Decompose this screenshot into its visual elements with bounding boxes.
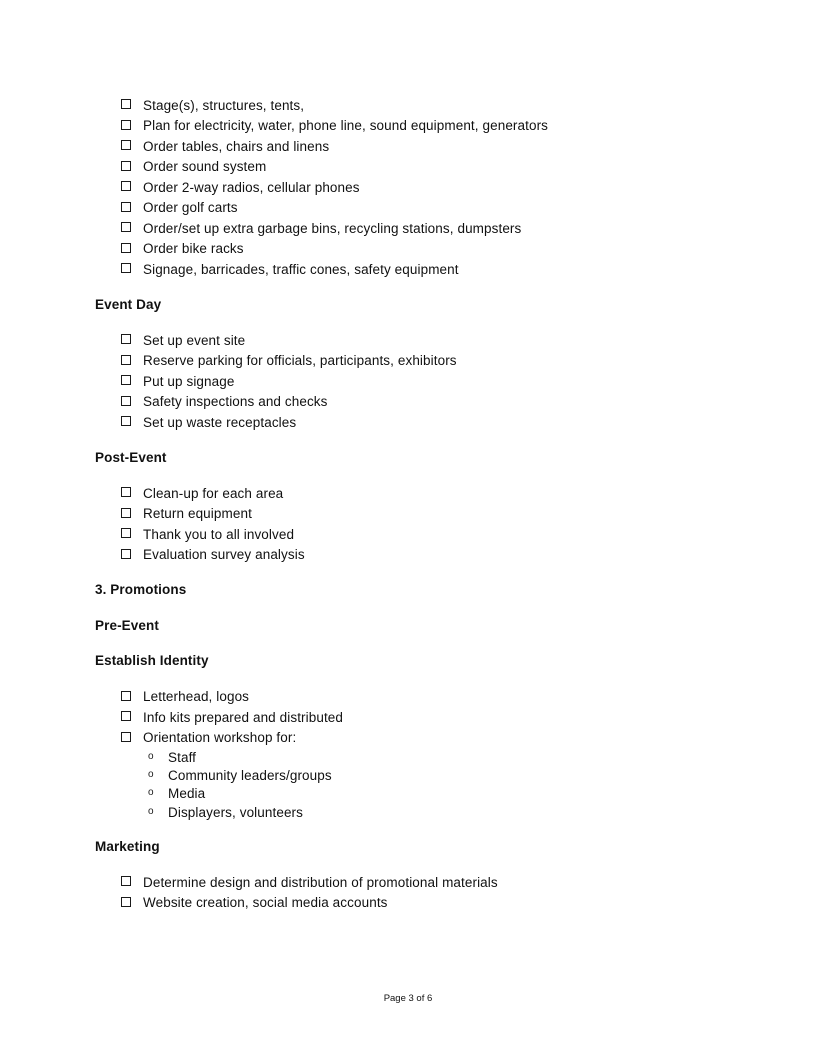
sub-list-item: [95, 785, 721, 803]
checklist-item-label: Put up signage: [143, 373, 235, 389]
checklist-item: [95, 412, 721, 433]
circle-bullet-icon: o: [148, 805, 154, 817]
checkbox-unchecked-icon: [121, 487, 131, 497]
checklist-item-label: Info kits prepared and distributed: [143, 709, 344, 725]
checklist-item: [95, 728, 721, 749]
checkbox-unchecked-icon: [121, 120, 131, 130]
checkbox-unchecked-icon: [121, 375, 131, 385]
checklist-item: [95, 239, 721, 260]
checklist-item: [95, 371, 721, 392]
checklist-item: [95, 259, 721, 280]
checklist: [95, 483, 721, 565]
checklist-item-label: Thank you to all involved: [143, 526, 295, 542]
circle-bullet-icon: o: [148, 787, 154, 799]
checklist-item-label: Evaluation survey analysis: [143, 547, 305, 563]
checklist-item: [95, 483, 721, 504]
checkbox-unchecked-icon: [121, 508, 131, 518]
checklist-item: [95, 392, 721, 413]
section-heading: Pre-Event: [95, 617, 159, 633]
checklist-item: [95, 198, 721, 219]
checkbox-unchecked-icon: [121, 732, 131, 742]
checkbox-unchecked-icon: [121, 334, 131, 344]
checkbox-unchecked-icon: [121, 181, 131, 191]
checklist: [95, 872, 721, 913]
sub-list-item-label: Media: [168, 786, 206, 802]
sub-list-item-label: Staff: [168, 749, 197, 765]
checklist: [95, 330, 721, 433]
checklist-item: [95, 872, 721, 893]
sub-list-item: [95, 748, 721, 766]
circle-bullet-icon: o: [148, 769, 154, 781]
checklist-item-label: Letterhead, logos: [143, 689, 250, 705]
section-heading: Event Day: [95, 296, 162, 312]
checklist-item-label: Order bike racks: [143, 241, 244, 257]
checklist-item-label: Set up event site: [143, 332, 246, 348]
checkbox-unchecked-icon: [121, 691, 131, 701]
checkbox-unchecked-icon: [121, 202, 131, 212]
checklist-item: [95, 524, 721, 545]
checkbox-unchecked-icon: [121, 897, 131, 907]
page-number-footer: Page 3 of 6: [383, 993, 433, 1004]
checklist-item: [95, 545, 721, 566]
checklist-item: [95, 95, 721, 116]
checklist-item: [95, 177, 721, 198]
checklist-item: [95, 116, 721, 137]
checklist-item-label: Return equipment: [143, 506, 252, 522]
checkbox-unchecked-icon: [121, 528, 131, 538]
checklist-item-label: Plan for electricity, water, phone line, sound equipment, generators: [143, 118, 549, 134]
section-heading: Post-Event: [95, 449, 167, 465]
checklist-item-label: Order golf carts: [143, 200, 238, 216]
checklist-item-label: Signage, barricades, traffic cones, safety equipment: [143, 261, 459, 277]
checklist-item-label: Set up waste receptacles: [143, 414, 297, 430]
checklist-item-label: Order/set up extra garbage bins, recycling stations, dumpsters: [143, 220, 522, 236]
checklist-item: [95, 136, 721, 157]
checkbox-unchecked-icon: [121, 396, 131, 406]
checkbox-unchecked-icon: [121, 876, 131, 886]
checklist: [95, 687, 721, 822]
checkbox-unchecked-icon: [121, 711, 131, 721]
checkbox-unchecked-icon: [121, 243, 131, 253]
checklist-item-label: Stage(s), structures, tents,: [143, 97, 305, 113]
checklist-item-label: Reserve parking for officials, participants, exhibitors: [143, 353, 457, 369]
checklist-item: [95, 157, 721, 178]
checklist-item: [95, 330, 721, 351]
checklist-item-label: Safety inspections and checks: [143, 394, 328, 410]
sub-list-item: [95, 803, 721, 821]
checklist-item-label: Orientation workshop for:: [143, 730, 297, 746]
checklist-item: [95, 351, 721, 372]
section-heading: Marketing: [95, 838, 160, 854]
checkbox-unchecked-icon: [121, 222, 131, 232]
sub-list-item-label: Community leaders/groups: [168, 768, 332, 784]
checklist-item-label: Order sound system: [143, 159, 267, 175]
sub-list-item-label: Displayers, volunteers: [168, 804, 304, 820]
checklist-item-label: Clean-up for each area: [143, 485, 284, 501]
checkbox-unchecked-icon: [121, 355, 131, 365]
checklist-item-label: Order tables, chairs and linens: [143, 138, 330, 154]
checkbox-unchecked-icon: [121, 161, 131, 171]
circle-bullet-icon: o: [148, 750, 154, 762]
checklist-item-label: Determine design and distribution of promotional materials: [143, 874, 498, 890]
checklist-item-label: Order 2-way radios, cellular phones: [143, 179, 360, 195]
checkbox-unchecked-icon: [121, 140, 131, 150]
checkbox-unchecked-icon: [121, 99, 131, 109]
checkbox-unchecked-icon: [121, 416, 131, 426]
checklist-item-label: Website creation, social media accounts: [143, 895, 388, 911]
checkbox-unchecked-icon: [121, 263, 131, 273]
document-body: [95, 95, 721, 913]
section-heading: Establish Identity: [95, 653, 209, 668]
section-heading: 3. Promotions: [95, 582, 187, 597]
checklist-item: [95, 218, 721, 239]
checklist-item: [95, 707, 721, 728]
checklist-item: [95, 504, 721, 525]
checklist-item: [95, 893, 721, 914]
checklist-item: [95, 687, 721, 708]
checklist: [95, 95, 721, 280]
checkbox-unchecked-icon: [121, 549, 131, 559]
sub-list-item: [95, 766, 721, 784]
